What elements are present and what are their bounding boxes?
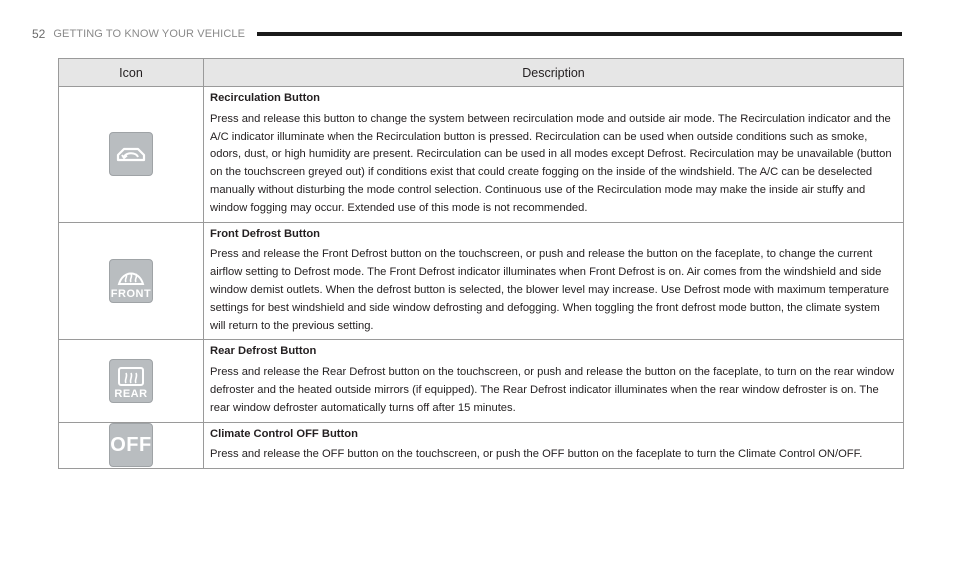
table-header-row: [59, 59, 904, 87]
table-row: [59, 340, 904, 422]
table-row: [59, 87, 904, 223]
front-defrost-icon: [109, 259, 153, 303]
table-row: [59, 222, 904, 340]
icon-cell: [59, 340, 204, 422]
climate-off-title: Climate Control OFF Button: [210, 427, 358, 440]
header-rule: [257, 32, 902, 36]
icon-cell: [59, 87, 204, 223]
icon-cell: [59, 222, 204, 340]
description-column-header: Description: [204, 59, 904, 87]
icon-column-header: Icon: [59, 59, 204, 87]
rear-defrost-description: Press and release the Rear Defrost button on the touchscreen, or push and release the button on the faceplate, to turn on the rear window defroster and the heated outside mirrors (if equipped). The Rear Defrost indicator illuminates when the rear window defroster is on. The rear window defroster automatically turns off after 15 minutes.: [210, 366, 895, 414]
rear-defrost-caption: REAR: [114, 387, 148, 400]
description-cell: [204, 87, 904, 223]
rear-defrost-title: Rear Defrost Button: [210, 345, 317, 358]
section-title: GETTING TO KNOW YOUR VEHICLE: [53, 28, 246, 40]
rear-defrost-icon: [109, 359, 153, 403]
front-defrost-caption: FRONT: [110, 287, 152, 300]
description-cell: [204, 340, 904, 422]
front-defrost-description: Press and release the Front Defrost button on the touchscreen, or push and release the button on the faceplate, to change the current airflow setting to Defrost mode. The Front Defrost indicator illuminates when Front Defrost is on. Air comes from the windshield and side window demist outlets. When the defrost button is selected, the blower level may increase. Use Defrost mode with maximum temperature settings for best windshield and side window defrosting and defogging. When toggling the front defrost mode button, the climate system will return to the previous setting.: [210, 248, 890, 332]
page-number: 52: [32, 27, 46, 41]
table-row: [59, 422, 904, 469]
front-defrost-title: Front Defrost Button: [210, 227, 320, 240]
icon-description-table: [58, 58, 904, 469]
climate-off-icon: [109, 423, 153, 467]
climate-off-caption: OFF: [110, 434, 152, 457]
recirculation-title: Recirculation Button: [210, 92, 321, 104]
description-cell: [204, 422, 904, 469]
recirculation-description: Press and release this button to change the system between recirculation mode and outside air mode. The Recirculation indicator and the A/C indicator illuminate when the Recirculation button is pressed. Recirculation can be used when outside conditions such as smoke, odors, dust, or high humidity are present. Recirculation can be used in all modes except Defrost. Recirculation may be unavailable (button on the touchscreen greyed out) if conditions exist that could create fogging on the inside of the windshield. The A/C can be deselected manually without disturbing the mode control selection. Continuous use of the Recirculation mode may make the inside air stuffy and window fogging may occur. Extended use of this mode is not recommended.: [210, 112, 892, 214]
page-header: [32, 26, 902, 42]
climate-off-description: Press and release the OFF button on the touchscreen, or push the OFF button on the faceplate to turn the Climate Control ON/OFF.: [210, 448, 863, 461]
description-cell: [204, 222, 904, 340]
recirculation-icon: [109, 132, 153, 176]
icon-cell: [59, 422, 204, 469]
